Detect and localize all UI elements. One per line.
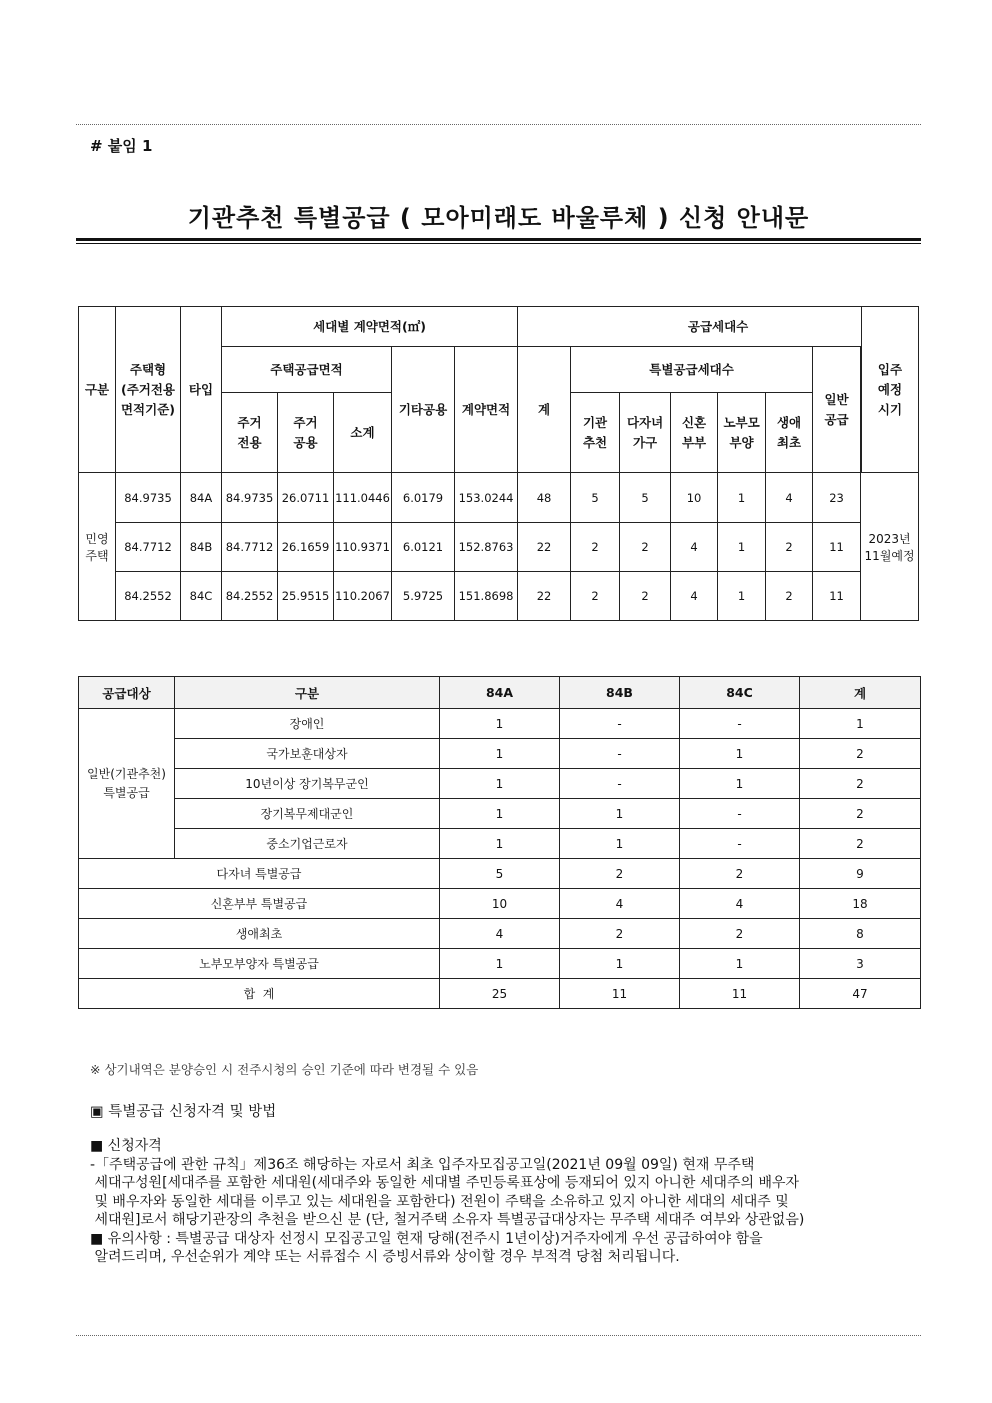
- attachment-label: # 붙임 1: [90, 137, 153, 155]
- body-line: ■ 유의사항 : 특별공급 대상자 선정시 모집공고일 현재 당해(전주시 1년이상)거주자에게 우선 공급하여야 함을: [90, 1230, 763, 1247]
- cell-general: 23: [813, 473, 861, 523]
- cell-general: 11: [813, 572, 861, 621]
- table-row: [79, 919, 921, 949]
- cell-institution: 2: [571, 523, 620, 572]
- cell-multichild: 5: [620, 473, 671, 523]
- cell-elderly: 1: [718, 572, 766, 621]
- cell-84c: 1: [680, 949, 800, 979]
- header-firsttime: 생애 최초: [766, 393, 813, 473]
- cell-84b: 1: [560, 949, 680, 979]
- cell-subtotal: 110.9371: [334, 523, 392, 572]
- table-row: [79, 829, 921, 859]
- cell-newlywed: 4: [671, 523, 718, 572]
- cell-84b: -: [560, 739, 680, 769]
- cell-type: 84A: [181, 473, 222, 523]
- header-total: 계: [800, 677, 921, 709]
- cell-84c: -: [680, 829, 800, 859]
- cell-84c: 11: [680, 979, 800, 1009]
- header-category: 구분: [79, 307, 116, 473]
- cell-84c: -: [680, 709, 800, 739]
- header-total: 계: [518, 347, 571, 473]
- cell-total: 18: [800, 889, 921, 919]
- row-label: 장기복무제대군인: [175, 799, 440, 829]
- eligibility-text: [90, 1137, 920, 1267]
- body-line: 세대원]로서 해당기관장의 추천을 받으신 분 (단, 철거주택 소유자 특별공급대상자는 무주택 세대주 여부와 상관없음): [90, 1212, 805, 1228]
- cell-84b: 1: [560, 829, 680, 859]
- cell-84b: -: [560, 709, 680, 739]
- cell-total: 22: [518, 523, 571, 572]
- cell-84c: 4: [680, 889, 800, 919]
- row-label: 신혼부부 특별공급: [79, 889, 440, 919]
- cell-common: 26.1659: [278, 523, 334, 572]
- table-row: [79, 709, 921, 739]
- cell-multichild: 2: [620, 523, 671, 572]
- supply-target-table: [78, 676, 921, 1009]
- cell-total: 8: [800, 919, 921, 949]
- cell-total: 9: [800, 859, 921, 889]
- cell-general: 11: [813, 523, 861, 572]
- header-general: 일반 공급: [813, 347, 861, 473]
- cell-84c: 1: [680, 739, 800, 769]
- cell-84a: 1: [440, 799, 560, 829]
- header-special-group: 특별공급세대수: [571, 347, 813, 393]
- cell-type: 84B: [181, 523, 222, 572]
- cell-subtotal: 110.2067: [334, 572, 392, 621]
- cell-multichild: 2: [620, 572, 671, 621]
- cell-exclusive: 84.7712: [222, 523, 278, 572]
- cell-elderly: 1: [718, 523, 766, 572]
- cell-84b: 2: [560, 919, 680, 949]
- row-label: 다자녀 특별공급: [79, 859, 440, 889]
- cell-84b: 4: [560, 889, 680, 919]
- cell-other: 6.0179: [392, 473, 455, 523]
- body-line: -「주택공급에 관한 규칙」제36조 해당하는 자로서 최초 입주자모집공고일(2021년 09월 09일) 현재 무주택: [90, 1156, 755, 1173]
- cell-total: 2: [800, 769, 921, 799]
- header-contract-area: 계약면적: [455, 347, 518, 473]
- cell-institution: 5: [571, 473, 620, 523]
- header-multichild: 다자녀 가구: [620, 393, 671, 473]
- row-label: 장애인: [175, 709, 440, 739]
- movein-cell: 2023년 11월예정: [861, 473, 919, 621]
- cell-total: 2: [800, 829, 921, 859]
- cell-contract: 151.8698: [455, 572, 518, 621]
- cell-type: 84C: [181, 572, 222, 621]
- cell-other: 5.9725: [392, 572, 455, 621]
- cell-housing: 84.7712: [116, 523, 181, 572]
- page-title: 기관추천 특별공급 ( 모아미래도 바울루체 ) 신청 안내문: [187, 204, 810, 232]
- cell-84b: 1: [560, 799, 680, 829]
- cell-total: 3: [800, 949, 921, 979]
- title-rule: [76, 238, 921, 241]
- supply-area-table: [78, 306, 919, 621]
- cell-common: 25.9515: [278, 572, 334, 621]
- table-row: [79, 949, 921, 979]
- body-line: 및 배우자와 동일한 세대를 이루고 있는 세대원을 포함한다) 전원이 주택을 소유하고 있지 아니한 세대의 세대주 및: [90, 1193, 789, 1210]
- cell-84c: -: [680, 799, 800, 829]
- cell-84a: 1: [440, 829, 560, 859]
- cell-contract: 152.8763: [455, 523, 518, 572]
- cell-total: 1: [800, 709, 921, 739]
- table-row: [79, 889, 921, 919]
- table-row: [79, 859, 921, 889]
- header-institution: 기관 추천: [571, 393, 620, 473]
- cell-institution: 2: [571, 572, 620, 621]
- cell-common: 26.0711: [278, 473, 334, 523]
- movein-header: 입주 예정 시기: [861, 307, 919, 472]
- row-label: 노부모부양자 특별공급: [79, 949, 440, 979]
- header-category: 구분: [175, 677, 440, 709]
- row-label: 합 계: [79, 979, 440, 1009]
- header-type: 타입: [181, 307, 222, 473]
- table-row: [79, 473, 919, 523]
- table-row: [79, 799, 921, 829]
- cell-total: 47: [800, 979, 921, 1009]
- cell-newlywed: 4: [671, 572, 718, 621]
- cell-total: 2: [800, 799, 921, 829]
- row-label: 10년이상 장기복무군인: [175, 769, 440, 799]
- cell-newlywed: 10: [671, 473, 718, 523]
- header-newlywed: 신혼 부부: [671, 393, 718, 473]
- header-supply-area-group: 주택공급면적: [222, 347, 392, 393]
- cell-exclusive: 84.9735: [222, 473, 278, 523]
- cell-total: 22: [518, 572, 571, 621]
- table-row: [79, 769, 921, 799]
- cell-84a: 25: [440, 979, 560, 1009]
- group-label: 일반(기관추천) 특별공급: [79, 709, 175, 859]
- body-line: ■ 신청자격: [90, 1138, 162, 1154]
- cell-84a: 1: [440, 949, 560, 979]
- header-84b: 84B: [560, 677, 680, 709]
- cell-84a: 1: [440, 709, 560, 739]
- cell-other: 6.0121: [392, 523, 455, 572]
- cell-84c: 2: [680, 919, 800, 949]
- header-84a: 84A: [440, 677, 560, 709]
- table-row: [79, 572, 919, 621]
- table-row: [79, 523, 919, 572]
- cell-contract: 153.0244: [455, 473, 518, 523]
- cell-84a: 1: [440, 739, 560, 769]
- row-label: 생애최초: [79, 919, 440, 949]
- cell-84a: 5: [440, 859, 560, 889]
- header-84c: 84C: [680, 677, 800, 709]
- cell-84a: 1: [440, 769, 560, 799]
- cell-housing: 84.2552: [116, 572, 181, 621]
- title-rule-thin: [76, 243, 921, 244]
- header-elderly: 노부모 부양: [718, 393, 766, 473]
- bottom-divider: [76, 1335, 921, 1336]
- header-subtotal: 소계: [334, 393, 392, 473]
- body-line: 알려드리며, 우선순위가 계약 또는 서류접수 시 증빙서류와 상이할 경우 부적격 당첨 처리됩니다.: [90, 1249, 680, 1265]
- cell-84a: 4: [440, 919, 560, 949]
- top-divider: [76, 124, 921, 125]
- cell-84c: 1: [680, 769, 800, 799]
- cell-subtotal: 111.0446: [334, 473, 392, 523]
- cell-firsttime: 4: [766, 473, 813, 523]
- cell-firsttime: 2: [766, 572, 813, 621]
- header-other-common: 기타공용: [392, 347, 455, 473]
- cell-exclusive: 84.2552: [222, 572, 278, 621]
- cell-84b: 2: [560, 859, 680, 889]
- header-common: 주거 공용: [278, 393, 334, 473]
- row-label: 중소기업근로자: [175, 829, 440, 859]
- category-cell: 민영 주택: [79, 473, 116, 621]
- cell-total: 2: [800, 739, 921, 769]
- cell-84b: 11: [560, 979, 680, 1009]
- cell-84a: 10: [440, 889, 560, 919]
- header-contract-area-group: 세대별 계약면적(㎡): [222, 307, 518, 347]
- cell-total: 48: [518, 473, 571, 523]
- header-target: 공급대상: [79, 677, 175, 709]
- cell-housing: 84.9735: [116, 473, 181, 523]
- table-row: [79, 739, 921, 769]
- body-line: 세대구성원[세대주를 포함한 세대원(세대주와 동일한 세대별 주민등록표상에 등재되어 있지 아니한 세대주의 배우자: [90, 1175, 800, 1191]
- header-exclusive: 주거 전용: [222, 393, 278, 473]
- change-note: ※ 상기내역은 분양승인 시 전주시청의 승인 기준에 따라 변경될 수 있음: [90, 1062, 479, 1077]
- cell-84c: 2: [680, 859, 800, 889]
- cell-elderly: 1: [718, 473, 766, 523]
- total-row: [79, 979, 921, 1009]
- section-title: ▣ 특별공급 신청자격 및 방법: [90, 1104, 277, 1120]
- cell-84b: -: [560, 769, 680, 799]
- row-label: 국가보훈대상자: [175, 739, 440, 769]
- cell-firsttime: 2: [766, 523, 813, 572]
- header-supply-units-group: 공급세대수: [518, 307, 919, 347]
- header-housing-type: 주택형 (주거전용 면적기준): [116, 307, 181, 473]
